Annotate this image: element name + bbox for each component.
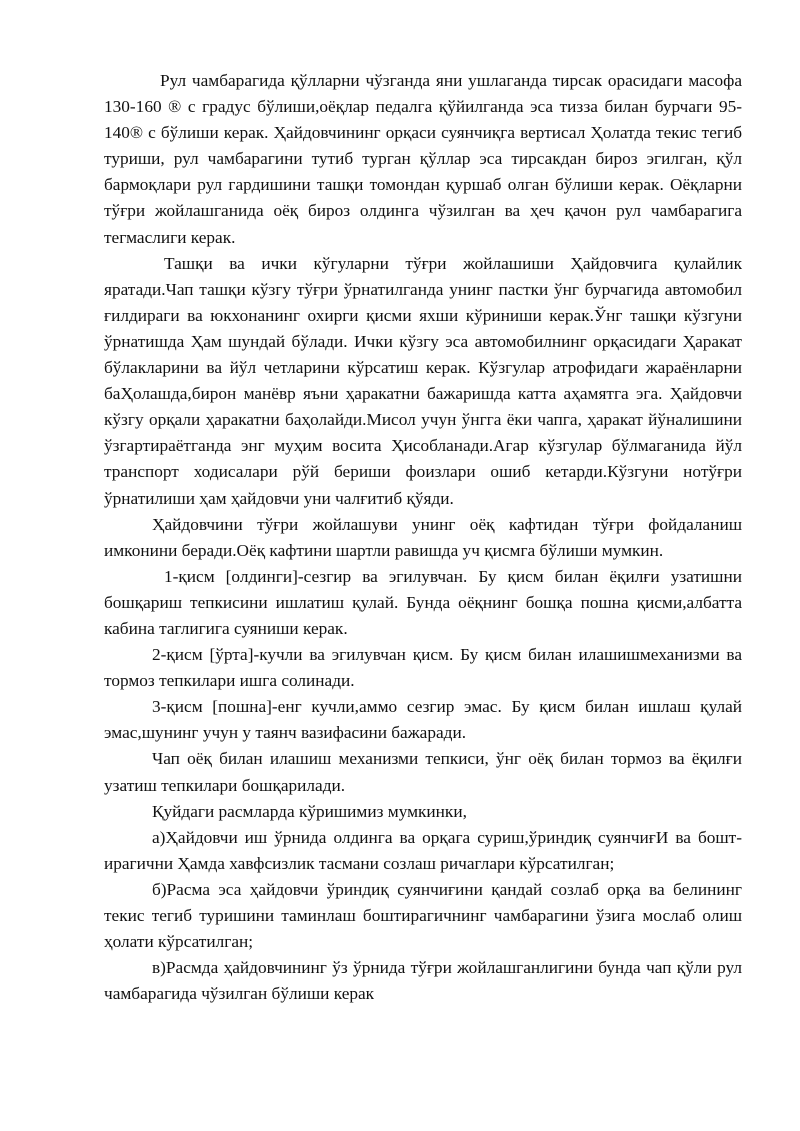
paragraph-steering-posture: Рул чамбарагида қўлларни чўзганда яни ушлаганда тирсак орасидаги масофа 130-160 ® с градус бўлиши,оёқлар педалга қўйилганда эса тизза билан бурчаги 95-140® с бўлиши керак. Ҳайдовчининг орқаси суянчиқга вертисал Ҳолатда текис тегиб туриши, рул чамбарагини тутиб турган қўллар эса тирсакдан бироз эгилган, қўл бармоқлари рул гардишини ташқи томондан қуршаб олган бўлиши керак. Оёқларни тўғри жойлашганида оёқ бироз олдинга чўзилган ва ҳеч қачон рул чамбарагига тегмаслиги керак. xyxy=(104,71,742,247)
paragraph-figure-c: в)Расмда ҳайдовчининг ўз ўрнида тўғри жойлашганлигини бунда чап қўли рул чамбарагида чўзилган бўлиши керак xyxy=(104,958,742,1004)
paragraph-mirrors: Ташқи ва ички кўгуларни тўғри жойлашиши Ҳайдовчига қулайлик яратади.Чап ташқи кўзгу тўғри ўрнатилганда унинг пастки ўнг бурчагида автомобил ғилдираги ва юкхонанинг охирги қисми яхши кўриниши керак.Ўнг ташқи кўзгуни ўрнатишда Ҳам шундай бўлади. Ички кўзгу эса автомобилнинг орқасидаги Ҳаракат бўлакларини ва йўл четларини кўрсатиш керак. Кўзгулар атрофидаги жараёнларни баҲолашда,бирон манёвр яъни ҳаракатни бажаришда катта аҳамятга эга. Ҳайдовчи кўзгу орқали ҳаракатни баҳолайди.Мисол учун ўнгга ёки чапга, ҳаракат йўналишини ўзгартираётганда энг муҳим восита Ҳисобланади.Агар кўзгулар бўлмаганида йўл транспорт ходисалари рўй бериши фоизлари ошиб кетарди.Кўзгуни нотўғри ўрнатилиши ҳам ҳайдовчи уни чалғитиб қўяди. xyxy=(104,253,742,508)
paragraph-foot-usage: Ҳайдовчини тўғри жойлашуви унинг оёқ кафтидан тўғри фойдаланиш имконини беради.Оёқ кафтини шартли равишда уч қисмга бўлиши мумкин. xyxy=(104,514,742,560)
paragraph-foot-part-3: 3-қисм [пошна]-енг кучли,аммо сезгир эмас. Бу қисм билан ишлаш қулай эмас,шунинг учун у таянч вазифасини бажаради. xyxy=(104,697,742,743)
document-body xyxy=(104,68,742,1007)
paragraph-figures-intro: Қуйдаги расмларда кўришимиз мумкинки, xyxy=(152,801,467,821)
paragraph-pedals: Чап оёқ билан илашиш механизми тепкиси, ўнг оёқ билан тормоз ва ёқилғи узатиш тепкилари бошқарилади. xyxy=(104,749,742,795)
paragraph-foot-part-1: 1-қисм [олдинги]-сезгир ва эгилувчан. Бу қисм билан ёқилғи узатишни бошқариш тепкисини ишлатиш қулай. Бунда оёқнинг бошқа пошна қисми,албатта кабина таглигига суяниши керак. xyxy=(104,566,742,638)
paragraph-figure-b: б)Расма эса ҳайдовчи ўриндиқ суянчиғини қандай созлаб орқа ва белининг текис тегиб туришини таминлаш боштирагичнинг чамбарагини ўзига мослаб олиш ҳолати кўрсатилган; xyxy=(104,879,742,952)
paragraph-foot-part-2: 2-қисм [ўрта]-кучли ва эгилувчан қисм. Бу қисм билан илашишмеханизми ва тормоз тепкилари ишга солинади. xyxy=(104,645,742,691)
paragraph-figure-a: а)Ҳайдовчи иш ўрнида олдинга ва орқага суриш,ўриндиқ суянчиғИ ва боштирагични Ҳамда хавфсизлик тасмани созлаш ричаглари кўрсатилган; xyxy=(104,827,742,873)
